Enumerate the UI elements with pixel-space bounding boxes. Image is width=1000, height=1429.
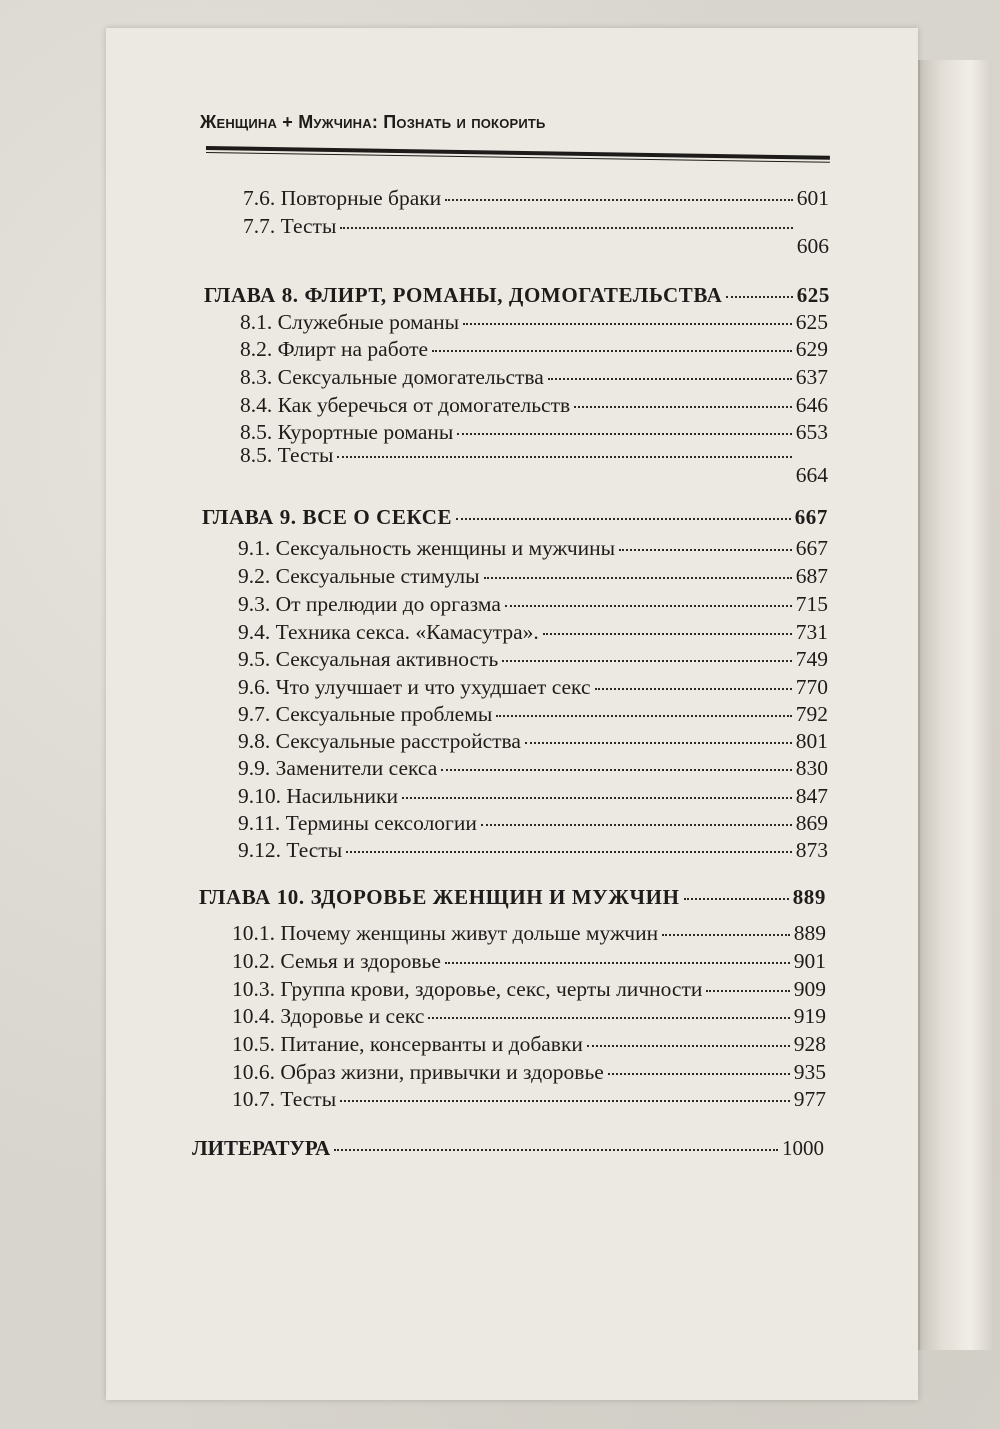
toc-entry: 7.7. Тесты 606 <box>243 214 829 258</box>
toc-entry: 9.1. Сексуальность женщины и мужчины 667 <box>238 536 828 560</box>
toc-entry: 10.5. Питание, консерванты и добавки 928 <box>232 1032 826 1056</box>
toc-entry: 8.3. Сексуальные домогательства 637 <box>240 365 828 389</box>
toc-entry: 10.7. Тесты 977 <box>232 1087 826 1111</box>
toc-entry: 9.2. Сексуальные стимулы 687 <box>238 564 828 588</box>
toc-entry: 10.1. Почему женщины живут дольше мужчин 889 <box>232 921 826 945</box>
running-head: Женщина + Мужчина: Познать и покорить <box>200 112 546 132</box>
toc-entry: 9.8. Сексуальные расстройства 801 <box>238 729 828 753</box>
toc-entry: 9.3. От прелюдии до оргазма 715 <box>238 592 828 616</box>
toc-entry: 8.2. Флирт на работе 629 <box>240 337 828 361</box>
toc-entry: 9.4. Техника секса. «Камасутра». 731 <box>238 620 828 644</box>
toc-entry: 9.9. Заменители секса 830 <box>238 756 828 780</box>
toc-entry: 8.4. Как уберечься от домогательств 646 <box>240 393 828 417</box>
toc-chapter: ГЛАВА 9. ВСЕ О СЕКСЕ 667 <box>202 505 828 529</box>
toc-entry: 9.7. Сексуальные проблемы 792 <box>238 702 828 726</box>
toc-entry: 9.10. Насильники 847 <box>238 784 828 808</box>
toc-entry: 10.3. Группа крови, здоровье, секс, черты личности 909 <box>232 977 826 1001</box>
toc-entry: 7.6. Повторные браки 601 <box>243 186 829 210</box>
toc-chapter: ГЛАВА 10. ЗДОРОВЬЕ ЖЕНЩИН И МУЖЧИН 889 <box>199 885 826 909</box>
toc-entry: 9.6. Что улучшает и что ухудшает секс 770 <box>238 675 828 699</box>
toc-entry: 8.5. Курортные романы 653 <box>240 420 828 444</box>
toc-entry: 9.5. Сексуальная активность 749 <box>238 647 828 671</box>
book-spine <box>918 60 992 1350</box>
toc-literature: ЛИТЕРАТУРА 1000 <box>192 1136 824 1160</box>
toc-entry: 8.1. Служебные романы 625 <box>240 310 828 334</box>
toc-entry: 9.12. Тесты 873 <box>238 838 828 862</box>
toc-entry: 10.2. Семья и здоровье 901 <box>232 949 826 973</box>
toc-entry: 10.4. Здоровье и секс 919 <box>232 1004 826 1028</box>
toc-entry: 10.6. Образ жизни, привычки и здоровье 935 <box>232 1060 826 1084</box>
toc-entry: 9.11. Термины сексологии 869 <box>238 811 828 835</box>
toc-entry: 8.5. Тесты 664 <box>240 443 828 487</box>
toc-chapter: ГЛАВА 8. ФЛИРТ, РОМАНЫ, ДОМОГАТЕЛЬСТВА 625 <box>204 283 830 307</box>
